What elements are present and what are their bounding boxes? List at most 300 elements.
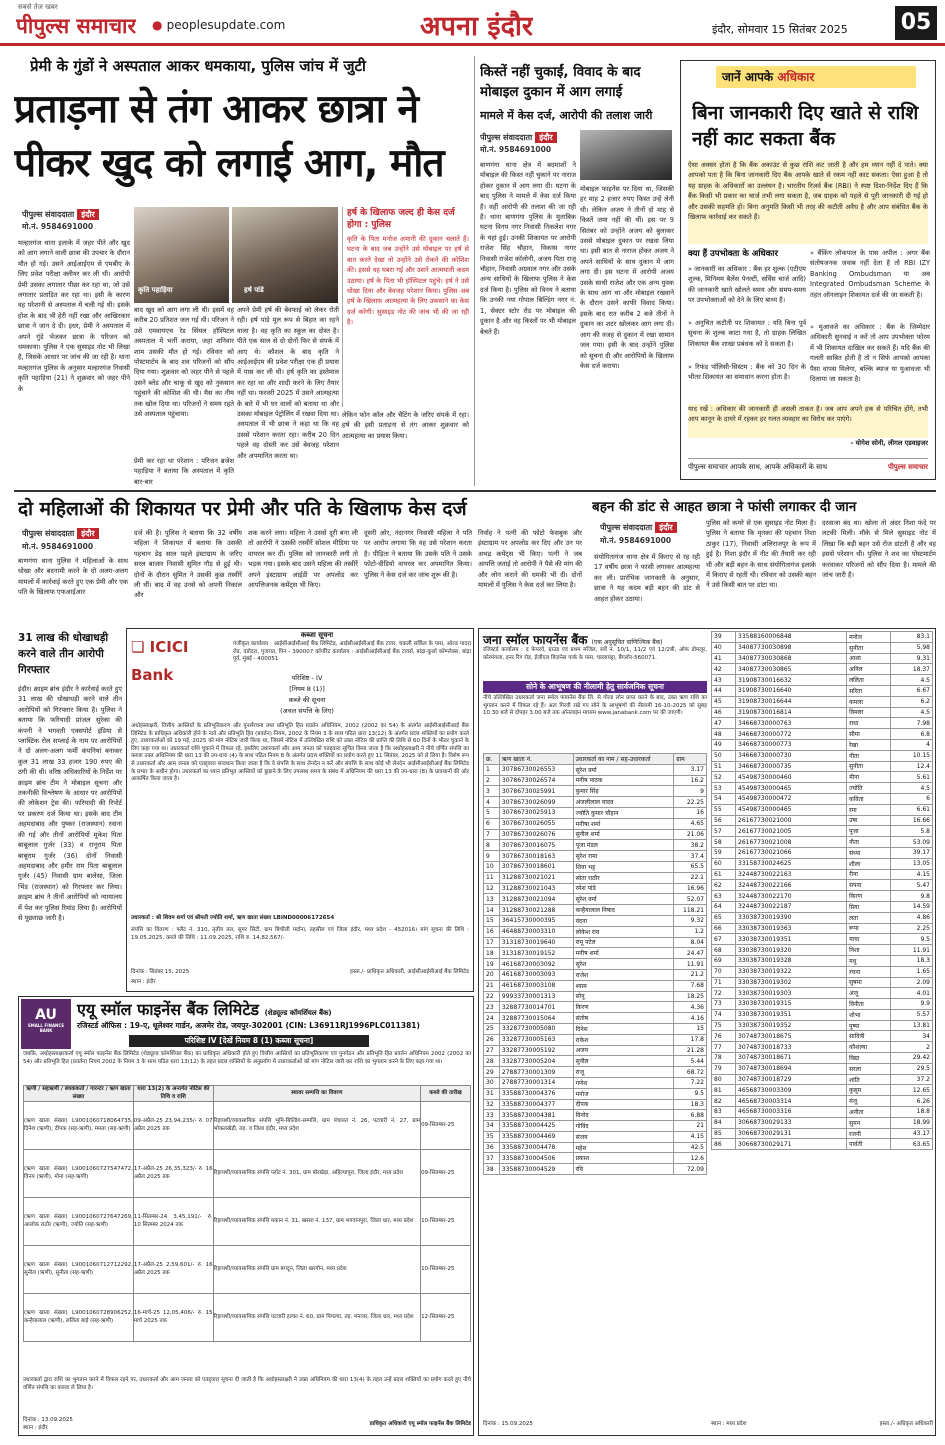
row-gram: 13.05 [890, 858, 932, 869]
gold-loan-row [712, 664, 933, 675]
sidebar-text: कृति के पिता मनोज अमानी की दुकान चलाते हैं। घटना के बाद जब उन्होंने उसे मोबाइल पर हर्ष से बात करते देखा तो उन्होंने उसे रोकने की कोशिश की। इससे वह घबरा गई और उसने आत्मघाती कदम उठाया। हर्ष के पिता भी हॉस्पिटल पहुंचे। हर्ष ने उसे धोखा दिया और बेवजह परेशान किया। पुलिस अब हर्ष के खिलाफ आत्महत्या के लिए उकसाने का केस दर्ज करेगी। सुसाइड नोट की जांच भी की जा रही है। [347, 235, 469, 327]
page-number: 05 [895, 6, 937, 40]
gold-loan-row [712, 934, 933, 945]
row-account: 33588730004377 [499, 1099, 573, 1110]
icici-place: स्थान : इंदौर [131, 979, 156, 985]
row-account: 31908730016814 [736, 707, 847, 718]
row-sn: 33 [484, 1110, 500, 1121]
row-account: 30786730026055 [499, 818, 573, 829]
row-gram: 15 [674, 1023, 707, 1034]
jana-col-gram: ग्राम [674, 754, 707, 765]
row-gram: 9.5 [674, 1088, 707, 1099]
row-gram: 24.47 [674, 948, 707, 959]
gold-loan-row [484, 840, 707, 851]
row-gram: 9.8 [890, 891, 932, 902]
row-account: 45498730000465 [736, 804, 847, 815]
row-account: 32448730022170 [736, 891, 847, 902]
row-sn: 34 [484, 1121, 500, 1132]
masthead [0, 0, 945, 46]
gold-loan-row [712, 1053, 933, 1064]
row-sn: 50 [712, 750, 736, 761]
gold-loan-row [712, 1117, 933, 1128]
row-name: सुरेश रामा [573, 851, 674, 862]
au-title-sub: (शेड्यूल्ड कॉमर्शियल बैंक) [264, 1009, 332, 1017]
row-sn: 67 [712, 934, 736, 945]
row-name: मनीष पाठक [573, 775, 674, 786]
row-gram: 16.2 [674, 775, 707, 786]
row-sn: 17 [484, 937, 500, 948]
row-sn: 80 [712, 1074, 736, 1085]
gold-loan-row [712, 966, 933, 977]
row-account: 33287730005204 [499, 1056, 573, 1067]
au-cell: 16-मार्च-25 12,05,406/- रु. 15 मार्च 2025 तक [133, 1294, 213, 1342]
row-sn: 85 [712, 1128, 736, 1139]
row-name: सुरेश वर्मा [573, 894, 674, 905]
au-cell: 10-सितम्बर-25 [421, 1198, 471, 1246]
au-appendix: परिशिष्ट IV [देखें नियम 8 (1) कब्जा सूचना] [129, 1035, 369, 1047]
gold-loan-row [484, 1088, 707, 1099]
gold-loan-row [484, 1077, 707, 1088]
row-gram: 18.3 [674, 1099, 707, 1110]
gold-loan-row [484, 764, 707, 775]
gold-loan-row [712, 685, 933, 696]
row-name: सरला [847, 1063, 891, 1074]
row-sn: 29 [484, 1067, 500, 1078]
icici-rule-3: कब्जे की सूचना [288, 696, 326, 704]
row-name: कन्हैयालाल निषाद [573, 905, 674, 916]
gold-loan-row [484, 948, 707, 959]
row-sn: 56 [712, 815, 736, 826]
gold-loan-row [712, 1031, 933, 1042]
row-gram: 52.07 [674, 894, 707, 905]
gold-loan-row [712, 793, 933, 804]
row-sn: 39 [712, 632, 736, 643]
section-title: अपना इंदौर [420, 11, 533, 42]
rights-item-4: » बैंकिंग लोकपाल के पास अपील : अगर बैंक संतोषजनक जवाब नहीं देता है तो RBI IZY Banking Ombudsman या अब Integrated Ombudsman Scheme के तहत ऑनलाइन शिकायत दर्ज की जा सकती है। [810, 249, 930, 299]
gold-loan-row [712, 804, 933, 815]
row-sn: 32 [484, 1099, 500, 1110]
story1-column-2: बाद खुद को आग लगा ली थी। इसमें वह करीब 20 प्रतिशत जल गई थी। परिजन ने उसे एमवायएच रेड सिंघल हॉस्पिटल अस्पताल में भर्ती कराया, जहां शनिवार शाम उसकी मौत हो गई। रविवार को पोस्टमार्टम के बाद शव परिजनों को सौंप दिया गया। शुक्रवार को जहर पीने से पहले उसने ब्लेड और चाकू से खुद को नुकसान पहुंचाने की कोशिश की थी। मैस का नीम तक खोल दिया था। परिजनों ने समय रहते उसे अस्पताल पहुंचाया। [134, 306, 234, 419]
row-gram: 16 [674, 807, 707, 818]
website-text: peoplesupdate.com [166, 18, 286, 32]
icici-body: अधोहस्ताक्षरी, वित्तीय आस्तियों के प्रतिभूतिकरण और पुनर्संरचना तथा प्रतिभूति हित प्रवर्तन अधिनियम, 2002 (2002 का 54) के अंतर्गत आईसीआईसीआई बैंक लिमिटेड के प्राधिकृत अधिकारी होने के नाते और प्रतिभूति हित (प्रवर्तन) नियम, 2002 के नियम 3 के साथ पठित धारा 13(12) के अंतर्गत प्रदत्त शक्तियों का प्रयोग करते हुए, उधारकर्ताओं को 19 मई, 2025 को मांग नोटिस जारी किया था, जिसमें नोटिस में उल्लिखित राशि को उक्त नोटिस की प्राप्ति की तिथि से 60 दिनों के भीतर चुकाने के लिए कहा गया था। उधारकर्ता राशि चुकाने में विफल रहे, इसलिए उधारकर्ता और आम जनता को एतद्द्वारा सूचित किया जाता है कि अधोहस्ताक्षरी ने नीचे वर्णित संपत्ति का कब्जा उक्त अधिनियम की धारा 13 की उप-धारा (4) के साथ पठित नियम 8 के अंतर्गत प्रदत्त शक्तियों का प्रयोग करते हुए 11 सितंबर, 2025 को ले लिया है। विशेष रूप से उधारकर्ता और आम जनता को एतद्द्वारा सावधान किया जाता है कि वे संपत्ति के साथ लेनदेन न करें और संपत्ति के साथ कोई भी लेनदेन आईसीआईसीआई बैंक लिमिटेड के प्रभार के अधीन होगा। उधारकर्ता का ध्यान प्रतिभूत आस्तियों को छुड़ाने के लिए उपलब्ध समय के संबंध में अधिनियम की धारा 13 की उप-धारा (8) के प्रावधानों की ओर आकर्षित किया जाता है। [131, 723, 469, 783]
row-gram: 18.8 [890, 1107, 932, 1118]
row-account: 33038730019390 [736, 912, 847, 923]
gold-loan-row [712, 923, 933, 934]
row-account: 31288730021094 [499, 894, 573, 905]
divider [474, 56, 475, 486]
row-gram: 4.86 [890, 912, 932, 923]
row-name: पूजा [847, 826, 891, 837]
row-account: 26167730021008 [736, 837, 847, 848]
row-name: अनीता [847, 1107, 891, 1118]
row-sn: 71 [712, 977, 736, 988]
byline-text: पीपुल्स संवाददाता [480, 133, 533, 142]
photo-mobile-shop [580, 130, 672, 180]
row-account: 46568730003314 [736, 1096, 847, 1107]
row-account: 33038730019351 [736, 934, 847, 945]
row-sn: 81 [712, 1085, 736, 1096]
row-sn: 5 [484, 807, 500, 818]
row-name: दिनेश [573, 1023, 674, 1034]
gold-loan-row [712, 955, 933, 966]
row-account: 33038730019352 [736, 1020, 847, 1031]
row-name: संजय [573, 1131, 674, 1142]
row-gram: 5.61 [890, 772, 932, 783]
row-gram: 4.15 [890, 869, 932, 880]
row-account: 34668730000772 [736, 729, 847, 740]
row-sn: 63 [712, 891, 736, 902]
row-sn: 58 [712, 837, 736, 848]
story4-column-5: निर्वाह ने पत्नी की फोटो फेसबुक और इंस्टाग्राम पर अपलोड कर दिए और उन पर अभद्र कमेंट्स भी किए। पत्नी ने जब आपत्ति जताई तो आरोपी ने पैसे की मांग की और लोन कराने की धमकी भी दी। दोनों मामलों में पुलिस ने केस दर्ज कर लिया है। [478, 529, 582, 590]
row-account: 33038730019328 [736, 955, 847, 966]
row-gram: 5.57 [890, 1009, 932, 1020]
row-name: ज्योति [847, 783, 891, 794]
row-sn: 60 [712, 858, 736, 869]
gold-loan-row [484, 807, 707, 818]
row-gram: 2 [890, 1042, 932, 1053]
row-sn: 83 [712, 1107, 736, 1118]
row-account: 30668730029133 [736, 1117, 847, 1128]
story1-mobile: मो.नं. 9584691000 [22, 222, 94, 231]
gold-loan-row [484, 786, 707, 797]
row-account: 30748730018733 [736, 1042, 847, 1053]
story4-mobile: मो.नं. 9584691000 [22, 542, 94, 551]
row-sn: 13 [484, 894, 500, 905]
jana-title [483, 631, 707, 647]
row-name: रूपा [847, 923, 891, 934]
row-sn: 26 [484, 1034, 500, 1045]
jana-place: स्थान : मध्य प्रदेश [711, 1421, 747, 1427]
row-account: 33287730005192 [499, 1045, 573, 1056]
row-name: रवि [573, 1164, 674, 1175]
row-account: 33588730004529 [499, 1164, 573, 1175]
icici-kabza: कब्जा सूचना [300, 631, 334, 639]
jana-date: दिनांक : 15.09.2025 [483, 1421, 533, 1427]
row-sn: 69 [712, 955, 736, 966]
row-gram: 16.96 [674, 883, 707, 894]
row-name: निशा [847, 945, 891, 956]
row-gram: 1.65 [890, 966, 932, 977]
au-cell: (ऋण खाता संख्या) L9001060728906252, कन्हैयालाल (ऋणी), ललिता बाई (सह-ऋणी) [24, 1294, 134, 1342]
gold-loan-row [484, 883, 707, 894]
row-sn: 62 [712, 880, 736, 891]
row-sn: 25 [484, 1023, 500, 1034]
row-account: 34668730000773 [736, 739, 847, 750]
row-gram: 5.8 [890, 826, 932, 837]
row-account: 45498730000472 [736, 793, 847, 804]
row-account: 30786730026099 [499, 797, 573, 808]
row-sn: 84 [712, 1117, 736, 1128]
row-account: 99933730001313 [499, 991, 573, 1002]
gold-loan-row [484, 829, 707, 840]
row-gram: 9.31 [890, 653, 932, 664]
row-account: 30668730029171 [736, 1139, 847, 1150]
rights-item-2: » अनुचित कटौती पर शिकायत : यदि बिना पूर्व सूचना के शुल्क काटा गया है, तो ग्राहक लिखित शिकायत बैंक शाखा प्रबंधक को दे सकता है। [688, 319, 806, 348]
section-rule [14, 490, 936, 492]
row-sn: 65 [712, 912, 736, 923]
jana-col-account: ऋण खाता नं. [499, 754, 573, 765]
row-name: प्रिया [847, 901, 891, 912]
story1-column-1: मल्हारगंज थाना इलाके में जहर पीने और खुद को आग लगाने वाली छात्रा की उपचार के दौरान मौत हो गई। उसने आईआईएम से एमबीए के लिए प्रवेश परीक्षा क्लीयर कर ली थी। आरोपी प्रेमी उसका लगातार पीछा कर रहा था, जो उसे लगातार प्रताड़ित कर रहा था। इसी के कारण वह परेशानी से अस्पताल में चली गई थी। इसके होश के बाद भी हेरी नहीं रखा और आखिरकार छात्रा ने जान दे दी। इधर, प्रेमी ने अस्पताल में अपने गुंडे भेजकर छात्रा के परिजन को धमकाया। पुलिस ने एक सुसाइड नोट भी लिखा है, जिसके आधार पर जांच की जा रही है। थाना मल्हारगंज पुलिस के अनुसार मल्हारगंज निवासी कृति पहाड़िया (21) ने शुक्रवार को जहर पीने के [18, 239, 130, 393]
story6-headline: 31 लाख की धोखाधड़ी करने वाले तीन आरोपी गिरफ्तार [18, 632, 109, 676]
gold-loan-row [484, 959, 707, 970]
icici-address: पंजीकृत कार्यालय : आईसीआईसीआई बैंक लिमिटेड, आईसीआईसीआई बैंक टावर, चकली सर्किल के पास, ओल्ड पादरा रोड, वडोदरा, गुजरात, पिन - 390007 कॉर्पोरेट कार्यालय : आईसीआईसीआई बैंक टावर्स, बांद्रा-कुर्ला कॉम्प्लेक्स, बांद्रा पूर्व, मुंबई - 400051 [233, 641, 471, 663]
row-gram: 34 [890, 1031, 932, 1042]
gold-loan-row [712, 912, 933, 923]
row-name: पूजा मंडल [573, 840, 674, 851]
story4-column-3: शक करने लगा। महिला ने उससे दूरी बना ली तो आरोपी ने उसकी तस्वीरें सोशल मीडिया पर वायरल कर दीं। पुलिस को जानकारी लगी तो भड़क गया। इसके बाद उसने महिला की तस्वीरें अपने इंस्टाग्राम आईडी पर अपलोड कर आपत्तिजनक कमेंट्स भी किए। [248, 529, 358, 590]
au-date: दिनांक : 13.09.2025 [23, 1417, 73, 1423]
au-title-text: एयू स्मॉल फाइनेंस बैंक लिमिटेड [77, 1000, 259, 1019]
row-gram: 18.3 [890, 955, 932, 966]
row-name: नीता [847, 837, 891, 848]
jana-sign: हस्ता./- अधिकृत अधिकारी [879, 1421, 933, 1427]
row-name: मधु [847, 955, 891, 966]
row-gram: 43.17 [890, 1128, 932, 1139]
jana-table-right [711, 631, 933, 1150]
icici-rule-4: (अचल संपत्ति के लिए) [280, 707, 334, 715]
row-gram: 22.25 [674, 797, 707, 808]
row-name: सुरेश [573, 959, 674, 970]
gold-loan-row [712, 1020, 933, 1031]
row-account: 32887730015064 [499, 1013, 573, 1024]
row-name: कमला [847, 696, 891, 707]
row-account: 32887730014701 [499, 1002, 573, 1013]
row-sn: 22 [484, 991, 500, 1002]
row-gram: 9.32 [674, 915, 707, 926]
au-notice [18, 996, 474, 1436]
icici-property: संपत्ति का विवरण : फ्लैट नं. 310, तृतीय तल, सुपर सिटी, ग्राम बिचौली मर्दाना, तहसील एवं जिला इंदौर, मध्य प्रदेश - 452016। मांग सूचना की तिथि : 19.05.2025, कब्जे की तिथि : 11.09.2025, राशि रु. 14,82,567/- [131, 927, 469, 941]
row-gram: 68.72 [674, 1067, 707, 1078]
row-sn: 40 [712, 642, 736, 653]
row-sn: 47 [712, 718, 736, 729]
story1-column-3: अपने प्रेमी हर्ष की बेवफाई को लेकर रोती रही। हर्ष पांडे मूल रूप से बिहार का रहने वाला है। वह कृति का स्कूल का दोस्त है। पीते एक साल से दो दोनों फिर से संपर्क में आए थे। कौशल के बाद कृति ने आईआईएम की प्रवेश परीक्षा एक ही प्रयास में पास कर ली थी। हर्ष कृति का इस्तेमाल कर रहा था और शादी करने के लिए तैयार नहीं था। फरवरी 2025 में उसने आत्महत्या के बारे में भी घर वालों को बताया था और उसका मोबाइल पेट्रोलिंग में रखवा दिया था। अस्पताल में भी छात्रा ने कहा था कि वह उससे परेशान करता रहा। करीब 20 दिन पहले वह दोस्ती कर उसे बेवजह परेशान और अपमानित करता था। [237, 306, 339, 460]
jana-col-sn: क्र. [484, 754, 500, 765]
row-name: मंजू [847, 1096, 891, 1107]
gold-loan-row [712, 1009, 933, 1020]
row-name: शीला [847, 858, 891, 869]
gold-loan-row [484, 1023, 707, 1034]
au-title [77, 999, 469, 1021]
row-account: 30786730025991 [499, 786, 573, 797]
gold-loan-row [484, 1002, 707, 1013]
row-name: मनोज [573, 1088, 674, 1099]
au-cell: 10-सितम्बर-25 [421, 1246, 471, 1294]
story4-column-4: दूसरी ओर, नंदानगर निवासी महिला ने पति पर आरोप लगाया कि वह उसे परेशान करता है। पीड़िता ने बताया कि उसके पति ने उसके फोटो-वीडियो वायरल कर अपमानित किया। पुलिस ने केस दर्ज कर जांच शुरू की है। [364, 529, 472, 579]
story6-text: इंदौर। क्राइम ब्रांच इंदौर ने कार्रवाई करते हुए 31 लाख की धोखाधड़ी करने वाले तीन आरोपियों को गिरफ्तार किया है। पुलिस ने बताया कि फरियादी प्रांजल सुरेका की कंपनी ने भगवती एक्सपोर्ट इंडिया से प्लास्टिक रोल सप्लाई के नाम पर आरोपियों ने दो अलग-अलग फर्मी कंपनियां बनाकर कुल 31 लाख 33 हजार 190 रुपए की ठगी की थी। वरिष्ठ अधिकारियों के निर्देश पर क्राइम ब्रांच टीम ने मोबाइल सूचना और तकनीकी विश्लेषण के आधार पर आरोपियों की लोकेशन ट्रेस की। फरियादी की रिपोर्ट पर प्रकरण दर्ज किया था। इसके बाद टीम अहमदाबाद और पुष्कर (राजस्थान) रवाना की गई और तीनों आरोपियों मुकेश पिता बाबूलाल गुर्जर (33) व रानूराम पिता बाबूराम गुर्जर (36) दोनों निवासी अहमदाबाद और हमीर राम पिता बाबूलाल गुर्जर (45) निवासी ग्राम बालेसा, जिला भिंड (राजस्थान) को गिरफ्तार कर लिया। क्राइम ब्रांच ने तीनों आरोपियों को न्यायालय में पेश कर पुलिस रिमांड लिया है। आरोपियों से पूछताछ जारी है। [18, 685, 122, 922]
gold-loan-row [712, 1063, 933, 1074]
au-cell: रिहायशी/व्यावसायिक संपत्ति ग्राम बगदून, जिला खरगोन, मध्य प्रदेश [213, 1246, 420, 1294]
icici-notice [126, 628, 474, 992]
row-sn: 11 [484, 872, 500, 883]
row-sn: 52 [712, 772, 736, 783]
row-gram: 4.15 [674, 1131, 707, 1142]
row-sn: 45 [712, 696, 736, 707]
story2-byline [480, 132, 580, 144]
gold-loan-row [712, 977, 933, 988]
jana-address: रजिस्टर्ड कार्यालय : द फेयरवे, ग्राउंड एवं प्रथम मंजिल, सर्वे नं. 10/1, 11/2 एवं 12/2बी, ऑफ डोमलूर, कोरमंगला, इनर रिंग रोड, ईजीएल बिज़नेस पार्क के पास, चल्लाघट्टा, बैंगलोर-560071. [483, 647, 707, 661]
row-sn: 2 [484, 775, 500, 786]
logo-tagline: सबसे तेज खबर [18, 3, 58, 11]
au-col-2: धारा 13(2) के अन्तर्गत नोटिस की तिथि व राशि [133, 1086, 213, 1102]
row-name: सुषमा [847, 977, 891, 988]
row-sn: 30 [484, 1077, 500, 1088]
gold-loan-row [712, 739, 933, 750]
rights-intro: ऐसा अक्सर होता है कि बैंक अकाउंट से कुछ राशि कट जाती है और हम ध्यान नहीं दे पाते। क्या आपको पता है कि बिना जानकारी दिए बैंक आपके खाते से रकम नहीं काट सकता। ऐसा हुआ है तो यह ग्राहक के अधिकारों का उल्लंघन है। भारतीय रिजर्व बैंक (RBI) ने स्पष्ट दिशा-निर्देश दिए हैं कि बैंक किसी भी प्रकार का चार्ज तभी लगा सकता है, जब ग्राहक को पहले से पूरी जानकारी दी गई हो और उसकी सहमति हो। बिना अनुमति किसी भी तरह की कटौती अवैध है और आप संबंधित बैंक के खिलाफ कार्रवाई कर सकते हैं। [688, 160, 928, 244]
row-gram: 17.8 [674, 1034, 707, 1045]
icici-rule-block [247, 673, 367, 721]
row-name: पार्वती [847, 1139, 891, 1150]
row-name: प्रकाश [573, 1153, 674, 1164]
row-sn: 37 [484, 1153, 500, 1164]
rights-note: याद रखें : अधिकार की जानकारी ही असली ताकत है। जब आप अपने हक से परिचित होंगे, तभी आप कानून के दायरे में रहकर हर गलत व्यवहार का विरोध कर पाएंगे। [688, 404, 928, 438]
row-name: मनीषा शर्मा [573, 818, 674, 829]
gold-loan-row [484, 894, 707, 905]
au-cell: 09-सितम्बर-25 [421, 1102, 471, 1150]
row-account: 36415730000395 [499, 915, 573, 926]
byline-city: इंदौर [77, 528, 99, 539]
row-sn: 51 [712, 761, 736, 772]
row-gram: 8.04 [674, 937, 707, 948]
row-account: 34087730030865 [736, 664, 847, 675]
au-cell: (ऋण खाता संख्या) L9001060712712292, सुनील (ऋणी), सुनीता (सह-ऋणी) [24, 1246, 134, 1294]
row-sn: 8 [484, 840, 500, 851]
row-name: रामू पटेल [573, 937, 674, 948]
story1-headline-line2: पीकर खुद को लगाई आग, मौत [14, 141, 444, 186]
globe-icon: ● [152, 18, 167, 32]
row-account: 26167730021000 [736, 815, 847, 826]
row-sn: 43 [712, 675, 736, 686]
row-account: 31288730021043 [499, 883, 573, 894]
row-sn: 35 [484, 1131, 500, 1142]
gold-loan-row [712, 653, 933, 664]
gold-loan-row [712, 999, 933, 1010]
row-sn: 4 [484, 797, 500, 808]
row-sn: 38 [484, 1164, 500, 1175]
row-name: लोकेश राय [573, 926, 674, 937]
row-sn: 59 [712, 847, 736, 858]
row-account: 30786730018601 [499, 861, 573, 872]
row-account: 45498730000465 [736, 783, 847, 794]
row-gram: 16.66 [890, 815, 932, 826]
row-account: 33038730019302 [736, 977, 847, 988]
rights-item-5: » मुआवजे का अधिकार : बैंक के जिम्मेदार अधिकारी सुनवाई न करें तो आप उपभोक्ता फोरम में भी शिकायत दाखिल कर सकते हैं। यदि बैंक की गलती साबित होती है तो न सिर्फ आपको आपका पैसा वापस मिलेगा, बल्कि ब्याज या मुआवजा भी दिलाया जा सकता है। [810, 323, 930, 384]
row-gram: 9 [674, 786, 707, 797]
gold-loan-row [484, 818, 707, 829]
row-name: पुष्पा [847, 1020, 891, 1031]
row-name: सावित्री [847, 1031, 891, 1042]
row-gram: 29.5 [890, 1063, 932, 1074]
row-sn: 75 [712, 1020, 736, 1031]
row-name: ज्योति कुमार चौहान [573, 807, 674, 818]
row-gram: 4.01 [890, 988, 932, 999]
row-account: 32448730022187 [736, 901, 847, 912]
gold-loan-row [484, 775, 707, 786]
au-col-4: कब्जे की तारीख [421, 1086, 471, 1102]
newspaper-logo[interactable]: पीपुल्स समाचार [16, 13, 137, 38]
row-sn: 27 [484, 1045, 500, 1056]
row-name: सोनू [573, 991, 674, 1002]
gold-loan-row [484, 1131, 707, 1142]
row-gram: 6.61 [890, 804, 932, 815]
row-gram: 118.21 [674, 905, 707, 916]
au-cell: रिहायशी/व्यावसायिक संपत्ति पटवारी हल्का नं. 60, ग्राम पिपल्या, तह. मनावर, जिला धार, मध्य प्रदेश [213, 1294, 420, 1342]
row-account: 34087730030868 [736, 653, 847, 664]
au-foot: उधारकर्ता द्वारा राशि का भुगतान करने में विफल रहने पर, उधारकर्ता और आम जनता को एतद्द्वारा सूचना दी जाती है कि अधोहस्ताक्षरी ने उक्त अधिनियम की धारा 13(4) के तहत उन्हें प्रदत्त शक्तियों का प्रयोग करते हुए नीचे वर्णित संपत्ति का कब्जा ले लिया है। [23, 1377, 471, 1391]
row-sn: 15 [484, 915, 500, 926]
story5-headline: बहन की डांट से आहत छात्रा ने फांसी लगाकर दी जान [592, 499, 857, 515]
icici-rule-1: परिशिष्ट - IV [291, 674, 323, 682]
row-account: 33588730004376 [499, 1088, 573, 1099]
row-name: विमला [847, 707, 891, 718]
gold-loan-row [484, 1045, 707, 1056]
row-account: 33588730004506 [499, 1153, 573, 1164]
gold-loan-row [712, 718, 933, 729]
row-sn: 20 [484, 969, 500, 980]
gold-loan-row [484, 797, 707, 808]
gold-loan-row [484, 905, 707, 916]
row-name: सीमा [847, 729, 891, 740]
gold-loan-row [484, 937, 707, 948]
row-account: 30786730026574 [499, 775, 573, 786]
story1-sidebar [342, 207, 469, 407]
jana-table-left [483, 753, 707, 1175]
website-link[interactable] [152, 18, 285, 32]
row-name: गोविंद [573, 1121, 674, 1132]
row-account: 31318730019640 [499, 937, 573, 948]
row-name: संध्या [847, 847, 891, 858]
row-gram: 18.99 [890, 1117, 932, 1128]
gold-loan-row [712, 729, 933, 740]
row-account: 33038730019315 [736, 999, 847, 1010]
row-sn: 77 [712, 1042, 736, 1053]
row-name: ललिता [847, 675, 891, 686]
row-name: राजू [573, 1067, 674, 1078]
row-name: किरण [847, 891, 891, 902]
gold-loan-row [484, 1142, 707, 1153]
row-account: 32448730022163 [736, 869, 847, 880]
row-account: 30786730016075 [499, 840, 573, 851]
row-account: 34087730030898 [736, 642, 847, 653]
row-sn: 10 [484, 861, 500, 872]
row-gram: 4.5 [890, 707, 932, 718]
row-account: 33038730019322 [736, 966, 847, 977]
au-col-1: ऋणी / सहऋणी / बंधककर्ता / गारन्टर / ऋण खाता संख्या [24, 1086, 134, 1102]
rights-tag-1: जानें आपके [722, 70, 774, 84]
row-gram: 63.65 [890, 1139, 932, 1150]
row-account: 30786730026076 [499, 829, 573, 840]
row-account: 33038730019363 [736, 923, 847, 934]
row-sn: 16 [484, 926, 500, 937]
rights-tag [716, 66, 916, 88]
row-name: अनिल [847, 664, 891, 675]
row-account: 31908730016644 [736, 696, 847, 707]
rights-headline: बिना जानकारी दिए खाते से राशि नहीं काट सकता बैंक [692, 102, 919, 150]
row-gram: 6.2 [890, 696, 932, 707]
row-account: 30748730018694 [736, 1063, 847, 1074]
byline-text: पीपुल्स संवाददाता [600, 523, 653, 532]
jana-title-sub: (एक अनुसूचित वाणिज्यिक बैंक) [591, 639, 663, 646]
row-sn: 23 [484, 1002, 500, 1013]
story1-headline-line1: प्रताड़ना से तंग आकर छात्रा ने [14, 87, 419, 132]
au-cell: 09-सितम्बर-25 [421, 1150, 471, 1198]
row-account: 27887730001309 [499, 1067, 573, 1078]
row-sn: 64 [712, 901, 736, 912]
row-gram: 14.59 [890, 901, 932, 912]
row-sn: 79 [712, 1063, 736, 1074]
row-sn: 41 [712, 653, 736, 664]
